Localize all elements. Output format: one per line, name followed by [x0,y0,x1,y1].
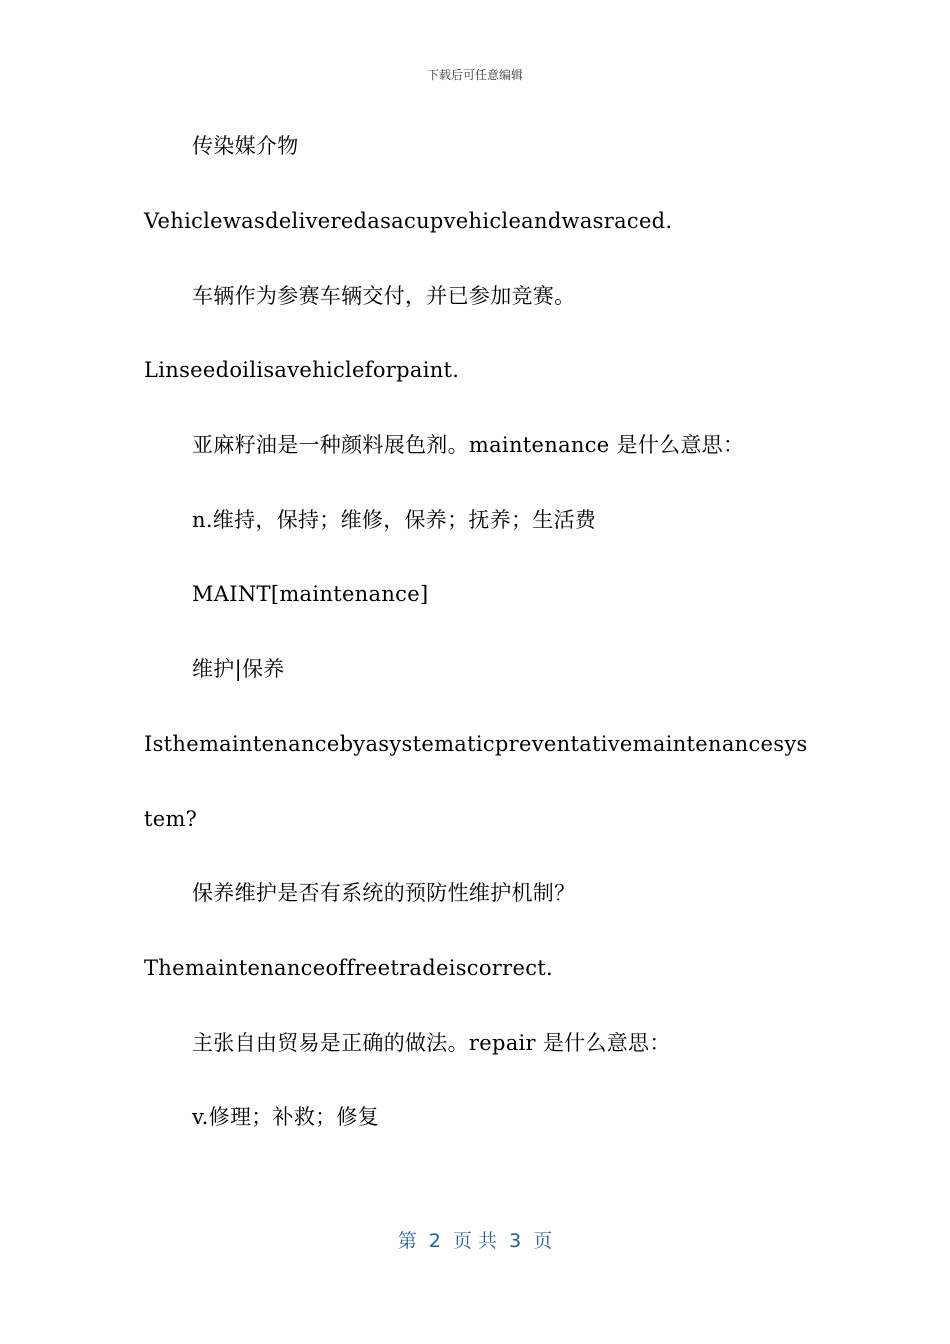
text-line: Vehiclewasdeliveredasacupvehicleandwasraced. [144,209,673,233]
text-line: 车辆作为参赛车辆交付，并已参加竞赛。 [192,284,576,308]
text-line: MAINT[maintenance] [192,582,429,606]
text-line: tem? [144,807,198,831]
text-line: 亚麻籽油是一种颜料展色剂。maintenance 是什么意思： [192,433,745,457]
text-line: 主张自由贸易是正确的做法。repair 是什么意思： [192,1031,671,1055]
text-line: n.维持，保持；维修，保养；抚养；生活费 [192,508,597,532]
text-line: Themaintenanceoffreetradeiscorrect. [144,956,553,980]
page-header: 下载后可任意编辑 [426,68,523,82]
text-line: Linseedoilisavehicleforpaint. [144,358,460,382]
text-line: 保养维护是否有系统的预防性维护机制？ [192,881,576,905]
text-line: v.修理；补救；修复 [192,1105,380,1129]
page-footer: 第 2 页 共 3 页 [397,1230,553,1252]
text-line: 维护|保养 [192,657,285,681]
text-line: 传染媒介物 [192,134,299,158]
text-line: Isthemaintenancebyasystematicpreventativemaintenancesys [144,732,808,756]
